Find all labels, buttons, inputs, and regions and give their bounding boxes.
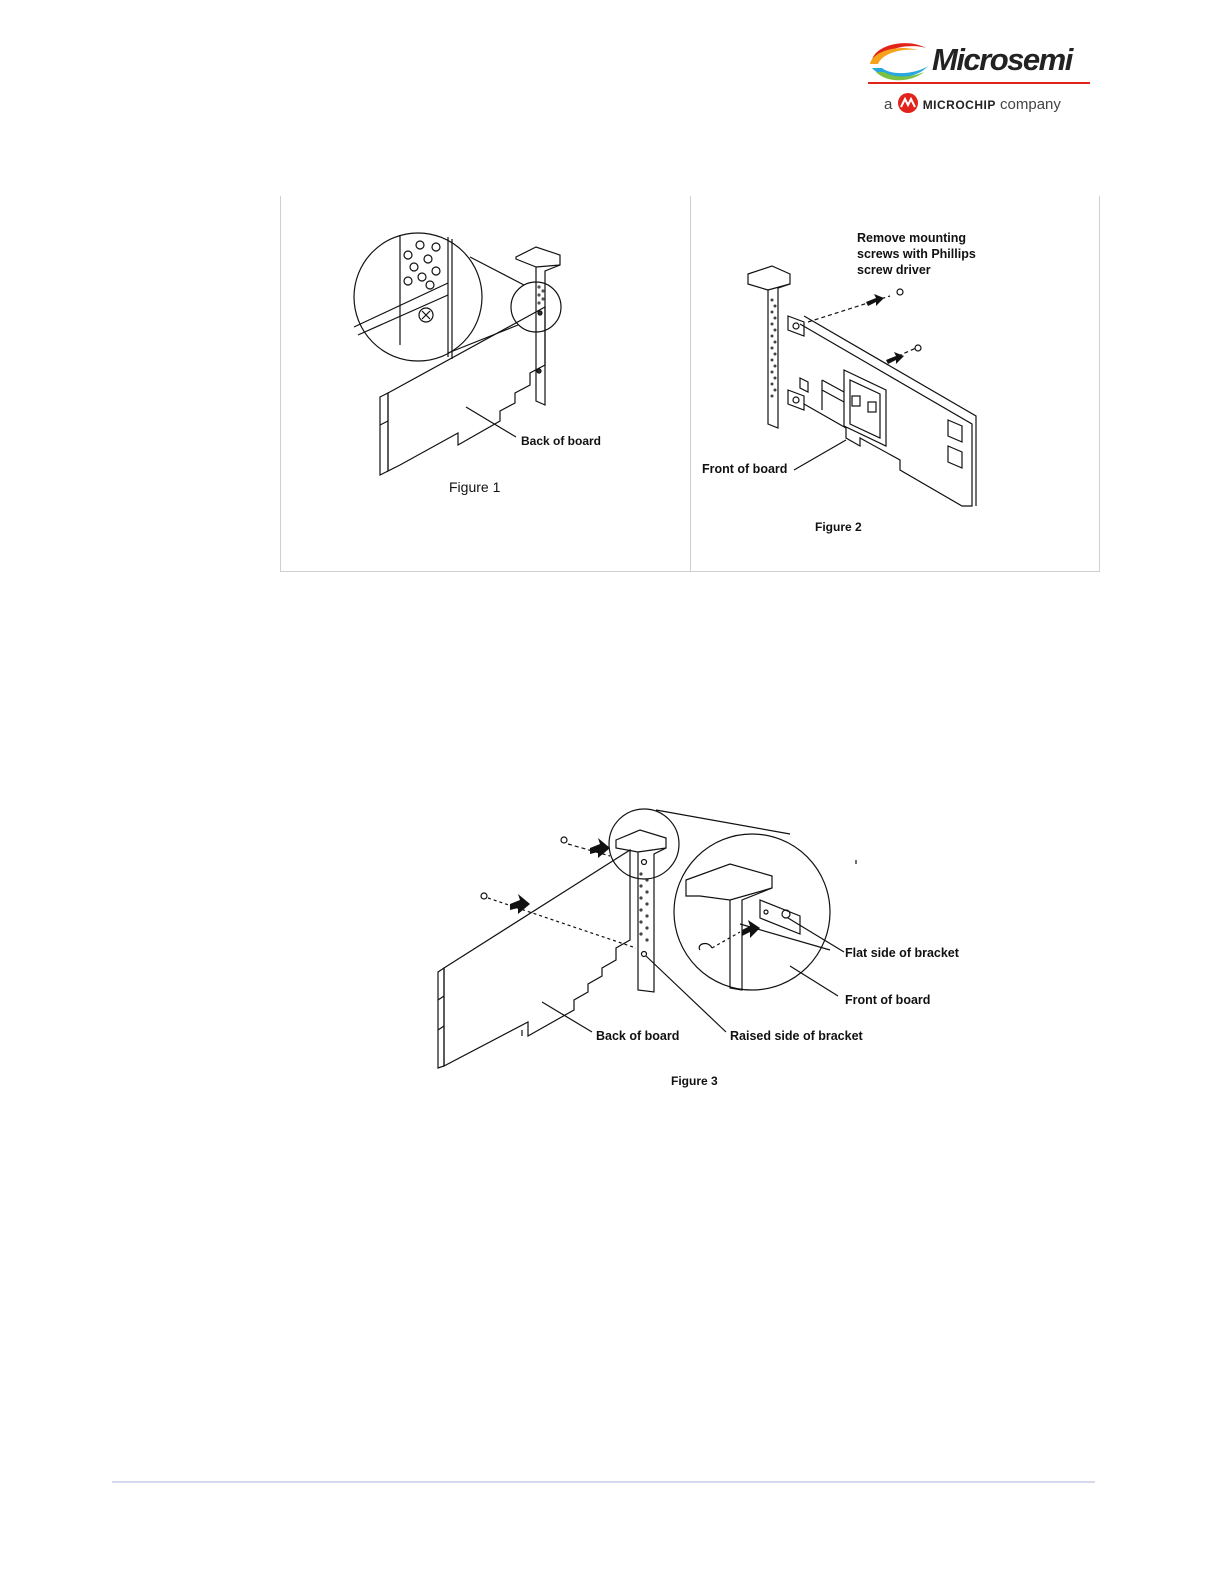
arrow-icon <box>590 838 610 858</box>
figure-table-divider <box>690 196 691 572</box>
microsemi-logo <box>862 32 1094 120</box>
tagline-brand: MICROCHIP <box>922 98 996 112</box>
figure-3-label-back: Back of board <box>596 1029 680 1043</box>
screws-line-1: Remove mounting <box>857 231 967 245</box>
figure-1-caption: Figure 1 <box>449 479 501 495</box>
arrow-icon <box>510 894 530 914</box>
figure-3-label-front: Front of board <box>845 993 931 1007</box>
logo-tagline <box>884 92 1061 117</box>
screws-line-2: screws with Phillips <box>857 247 976 261</box>
microsemi-swirl-icon <box>866 38 932 84</box>
tagline-prefix: a <box>884 96 893 113</box>
arrow-icon <box>866 294 884 306</box>
figure-3-label-raised: Raised side of bracket <box>730 1029 863 1043</box>
microchip-icon <box>897 92 919 114</box>
figure-2-caption: Figure 2 <box>815 520 862 534</box>
arrow-icon <box>886 352 904 364</box>
arrow-icon <box>742 920 760 938</box>
logo-red-rule <box>868 82 1090 84</box>
figure-3-caption: Figure 3 <box>671 1074 718 1088</box>
figure-1-label-back: Back of board <box>521 434 602 448</box>
figure-2-label-screws <box>857 230 976 278</box>
screws-line-3: screw driver <box>857 263 931 277</box>
figure-3-label-flat: Flat side of bracket <box>845 946 959 960</box>
footer-rule <box>112 1481 1095 1483</box>
tagline-suffix: company <box>1000 96 1061 113</box>
figure-2-label-front: Front of board <box>702 462 788 476</box>
logo-name: Microsemi <box>932 42 1072 77</box>
